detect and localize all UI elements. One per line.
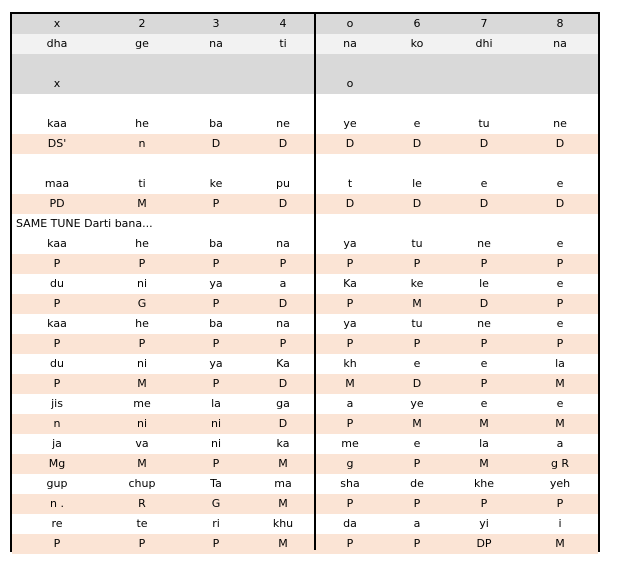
table-row [12, 454, 598, 474]
table-cell: ni [136, 277, 148, 290]
table-cell: D [412, 137, 422, 150]
table-cell: a [413, 517, 421, 530]
table-cell: ma [274, 477, 292, 490]
table-cell: na [553, 37, 567, 50]
table-cell: ba [209, 317, 223, 330]
table-cell: P [279, 257, 287, 270]
table-cell: ti [138, 177, 146, 190]
table-cell: P [413, 457, 421, 470]
table-cell: M [555, 537, 565, 550]
table-cell: g [346, 457, 354, 470]
table-cell [184, 154, 248, 174]
table-cell: P [480, 377, 488, 390]
table-cell: e [413, 117, 421, 130]
table-cell: D [555, 197, 565, 210]
table-row [12, 354, 598, 374]
table-cell: P [346, 537, 354, 550]
table-cell: D [345, 197, 355, 210]
table-row [12, 114, 598, 134]
table-cell: la [555, 357, 565, 370]
table-cell: P [212, 257, 220, 270]
table-cell: chup [128, 477, 156, 490]
table-cell: ni [136, 417, 148, 430]
table-cell: P [212, 337, 220, 350]
table-cell [110, 154, 174, 174]
table-cell: D [345, 137, 355, 150]
table-cell: kaa [47, 117, 67, 130]
table-cell: P [346, 497, 354, 510]
table-cell: x [53, 77, 61, 90]
table-cell: P [53, 537, 61, 550]
table-cell: le [412, 177, 422, 190]
table-cell: e [556, 277, 564, 290]
table-cell: M [278, 457, 288, 470]
table-cell: ka [276, 437, 290, 450]
table-cell: ke [209, 177, 223, 190]
table-cell: dhi [475, 37, 493, 50]
table-cell [528, 74, 592, 94]
header-cell: 8 [556, 17, 564, 30]
table-cell: e [480, 357, 488, 370]
table-cell: D [412, 377, 422, 390]
table-cell: i [558, 517, 562, 530]
table-row [12, 94, 598, 114]
table-cell: dha [46, 37, 68, 50]
table-cell: D [278, 297, 288, 310]
table-cell [452, 154, 516, 174]
table-cell: du [50, 357, 64, 370]
table-cell: D [278, 197, 288, 210]
table-cell: ye [410, 397, 424, 410]
table-cell: e [413, 437, 421, 450]
table-cell [385, 94, 449, 114]
table-cell: M [345, 377, 355, 390]
table-cell: ni [210, 437, 222, 450]
header-row [12, 14, 598, 34]
table-cell: G [211, 497, 221, 510]
table-cell: P [53, 297, 61, 310]
table-row [12, 374, 598, 394]
table-row [12, 534, 598, 554]
table-cell: P [138, 257, 146, 270]
header-cell: o [346, 17, 354, 30]
table-cell: t [347, 177, 353, 190]
table-row [12, 514, 598, 534]
table-cell: e [556, 177, 564, 190]
table-cell: ga [276, 397, 290, 410]
table-row [12, 434, 598, 454]
table-row [12, 254, 598, 274]
table-cell: P [413, 257, 421, 270]
table-cell: D [479, 197, 489, 210]
table-cell: P [212, 457, 220, 470]
table-cell: D [278, 137, 288, 150]
table-row [12, 294, 598, 314]
table-cell: khu [272, 517, 294, 530]
table-cell: P [346, 337, 354, 350]
header-cell: x [53, 17, 61, 30]
table-cell: Ka [276, 357, 290, 370]
table-cell [25, 154, 89, 174]
table-cell: g R [550, 457, 570, 470]
table-cell: sha [340, 477, 360, 490]
table-cell: na [276, 317, 290, 330]
table-cell: D [211, 137, 221, 150]
table-cell: ya [343, 237, 357, 250]
table-row [12, 174, 598, 194]
table-cell: M [479, 457, 489, 470]
table-cell: M [137, 377, 147, 390]
table-cell [318, 54, 382, 74]
table-cell: P [556, 337, 564, 350]
table-cell [110, 74, 174, 94]
table-cell [452, 74, 516, 94]
table-cell: va [135, 437, 149, 450]
table-cell [25, 94, 89, 114]
table-cell: ya [209, 277, 223, 290]
table-cell: Mg [48, 457, 66, 470]
table-cell [528, 154, 592, 174]
table-cell: he [135, 317, 149, 330]
table-cell: M [278, 537, 288, 550]
table-cell: la [479, 437, 489, 450]
table-row [12, 234, 598, 254]
table-cell: ba [209, 117, 223, 130]
table-cell: a [556, 437, 564, 450]
table-cell: du [50, 277, 64, 290]
table-cell: P [53, 257, 61, 270]
table-cell: P [212, 377, 220, 390]
table-row [12, 314, 598, 334]
table-cell: P [53, 337, 61, 350]
table-cell: tu [411, 317, 423, 330]
table-cell: P [346, 297, 354, 310]
table-row [12, 334, 598, 354]
table-cell [318, 94, 382, 114]
table-row [12, 274, 598, 294]
table-cell: e [413, 357, 421, 370]
table-cell: Ta [210, 477, 222, 490]
table-cell: DP [476, 537, 492, 550]
table-cell: n [138, 137, 146, 150]
table-cell [385, 54, 449, 74]
table-cell: P [53, 377, 61, 390]
table-cell: he [135, 237, 149, 250]
table-cell: P [138, 337, 146, 350]
table-cell: D [278, 377, 288, 390]
table-cell: e [480, 397, 488, 410]
table-cell: ke [410, 277, 424, 290]
table-cell: P [212, 297, 220, 310]
table-cell: ti [279, 37, 287, 50]
table-cell [528, 54, 592, 74]
table-cell: M [555, 377, 565, 390]
table-cell: ni [136, 357, 148, 370]
table-cell: D [278, 417, 288, 430]
table-cell: P [556, 497, 564, 510]
header-cell: 3 [212, 17, 220, 30]
table-cell: M [479, 417, 489, 430]
table-cell: P [556, 257, 564, 270]
table-cell: P [480, 257, 488, 270]
table-cell [251, 94, 315, 114]
table-cell: gup [46, 477, 68, 490]
table-cell: la [211, 397, 221, 410]
table-cell: kaa [47, 237, 67, 250]
table-cell: da [343, 517, 357, 530]
table-cell: le [479, 277, 489, 290]
table-cell: ye [343, 117, 357, 130]
table-cell: ja [52, 437, 62, 450]
table-cell: ni [210, 417, 222, 430]
table-cell: na [343, 37, 357, 50]
table-cell: Ka [343, 277, 357, 290]
header-cell: 2 [138, 17, 146, 30]
table-cell: jis [51, 397, 63, 410]
table-cell: ge [135, 37, 149, 50]
table-row [12, 194, 598, 214]
table-cell: a [279, 277, 287, 290]
table-cell [528, 94, 592, 114]
table-cell [385, 74, 449, 94]
table-cell [452, 54, 516, 74]
table-cell [184, 94, 248, 114]
table-cell: n . [50, 497, 64, 510]
table-cell: M [137, 197, 147, 210]
note-text: SAME TUNE Darti bana... [16, 217, 153, 230]
table-cell: D [555, 137, 565, 150]
table-cell: D [412, 197, 422, 210]
table-cell: M [412, 417, 422, 430]
table-cell: maa [44, 177, 70, 190]
table-cell: ne [477, 237, 491, 250]
table-cell [25, 54, 89, 74]
table-cell: M [278, 497, 288, 510]
table-cell [251, 54, 315, 74]
table-cell: ba [209, 237, 223, 250]
table-cell: na [276, 237, 290, 250]
table-row [12, 74, 598, 94]
table-cell: re [51, 517, 63, 530]
note-row [12, 214, 598, 234]
table-cell: P [212, 197, 220, 210]
table-row [12, 394, 598, 414]
header-cell: 6 [413, 17, 421, 30]
table-cell: a [346, 397, 354, 410]
table-cell: ya [209, 357, 223, 370]
table-cell [251, 74, 315, 94]
table-cell: D [479, 137, 489, 150]
table-row [12, 134, 598, 154]
table-row [12, 474, 598, 494]
table-cell: ne [477, 317, 491, 330]
table-cell: khe [473, 477, 495, 490]
table-cell: kh [343, 357, 357, 370]
table-cell: yeh [549, 477, 571, 490]
table-cell: ne [276, 117, 290, 130]
table-cell: o [346, 77, 354, 90]
table-cell: n [53, 417, 61, 430]
table-row [12, 414, 598, 434]
table-cell: ya [343, 317, 357, 330]
table-cell: e [556, 397, 564, 410]
table-cell: ri [212, 517, 220, 530]
table-cell: yi [479, 517, 489, 530]
table-cell: na [209, 37, 223, 50]
table-cell: he [135, 117, 149, 130]
table-cell: P [346, 417, 354, 430]
table-cell: D [479, 297, 489, 310]
table-cell [318, 154, 382, 174]
table-cell: me [341, 437, 359, 450]
table-cell [110, 54, 174, 74]
table-cell: R [138, 497, 146, 510]
section-divider [314, 14, 316, 550]
table-cell: e [480, 177, 488, 190]
table-cell [110, 94, 174, 114]
table-cell: me [133, 397, 151, 410]
table-cell: P [413, 497, 421, 510]
table-cell: tu [411, 237, 423, 250]
table-row [12, 34, 598, 54]
table-cell [452, 94, 516, 114]
table-row [12, 54, 598, 74]
table-cell: P [480, 337, 488, 350]
table-cell [385, 154, 449, 174]
table-cell: kaa [47, 317, 67, 330]
table-cell [184, 54, 248, 74]
table-cell: PD [49, 197, 65, 210]
table-cell: P [556, 297, 564, 310]
table-cell: P [413, 337, 421, 350]
notation-table [10, 12, 600, 552]
table-cell: P [480, 497, 488, 510]
header-cell: 4 [279, 17, 287, 30]
table-cell: P [413, 537, 421, 550]
table-cell: G [137, 297, 147, 310]
table-cell: de [410, 477, 424, 490]
table-cell: P [138, 537, 146, 550]
table-cell [251, 154, 315, 174]
table-row [12, 494, 598, 514]
header-cell: 7 [480, 17, 488, 30]
table-cell: P [346, 257, 354, 270]
table-cell: ne [553, 117, 567, 130]
table-cell: e [556, 237, 564, 250]
table-cell: e [556, 317, 564, 330]
table-cell: M [412, 297, 422, 310]
table-cell: M [137, 457, 147, 470]
table-cell: P [279, 337, 287, 350]
table-cell: tu [478, 117, 490, 130]
table-row [12, 154, 598, 174]
table-cell: te [136, 517, 148, 530]
table-cell: P [212, 537, 220, 550]
table-cell [184, 74, 248, 94]
table-cell: ko [410, 37, 424, 50]
table-cell: DS' [47, 137, 67, 150]
table-cell: M [555, 417, 565, 430]
table-cell: pu [276, 177, 290, 190]
